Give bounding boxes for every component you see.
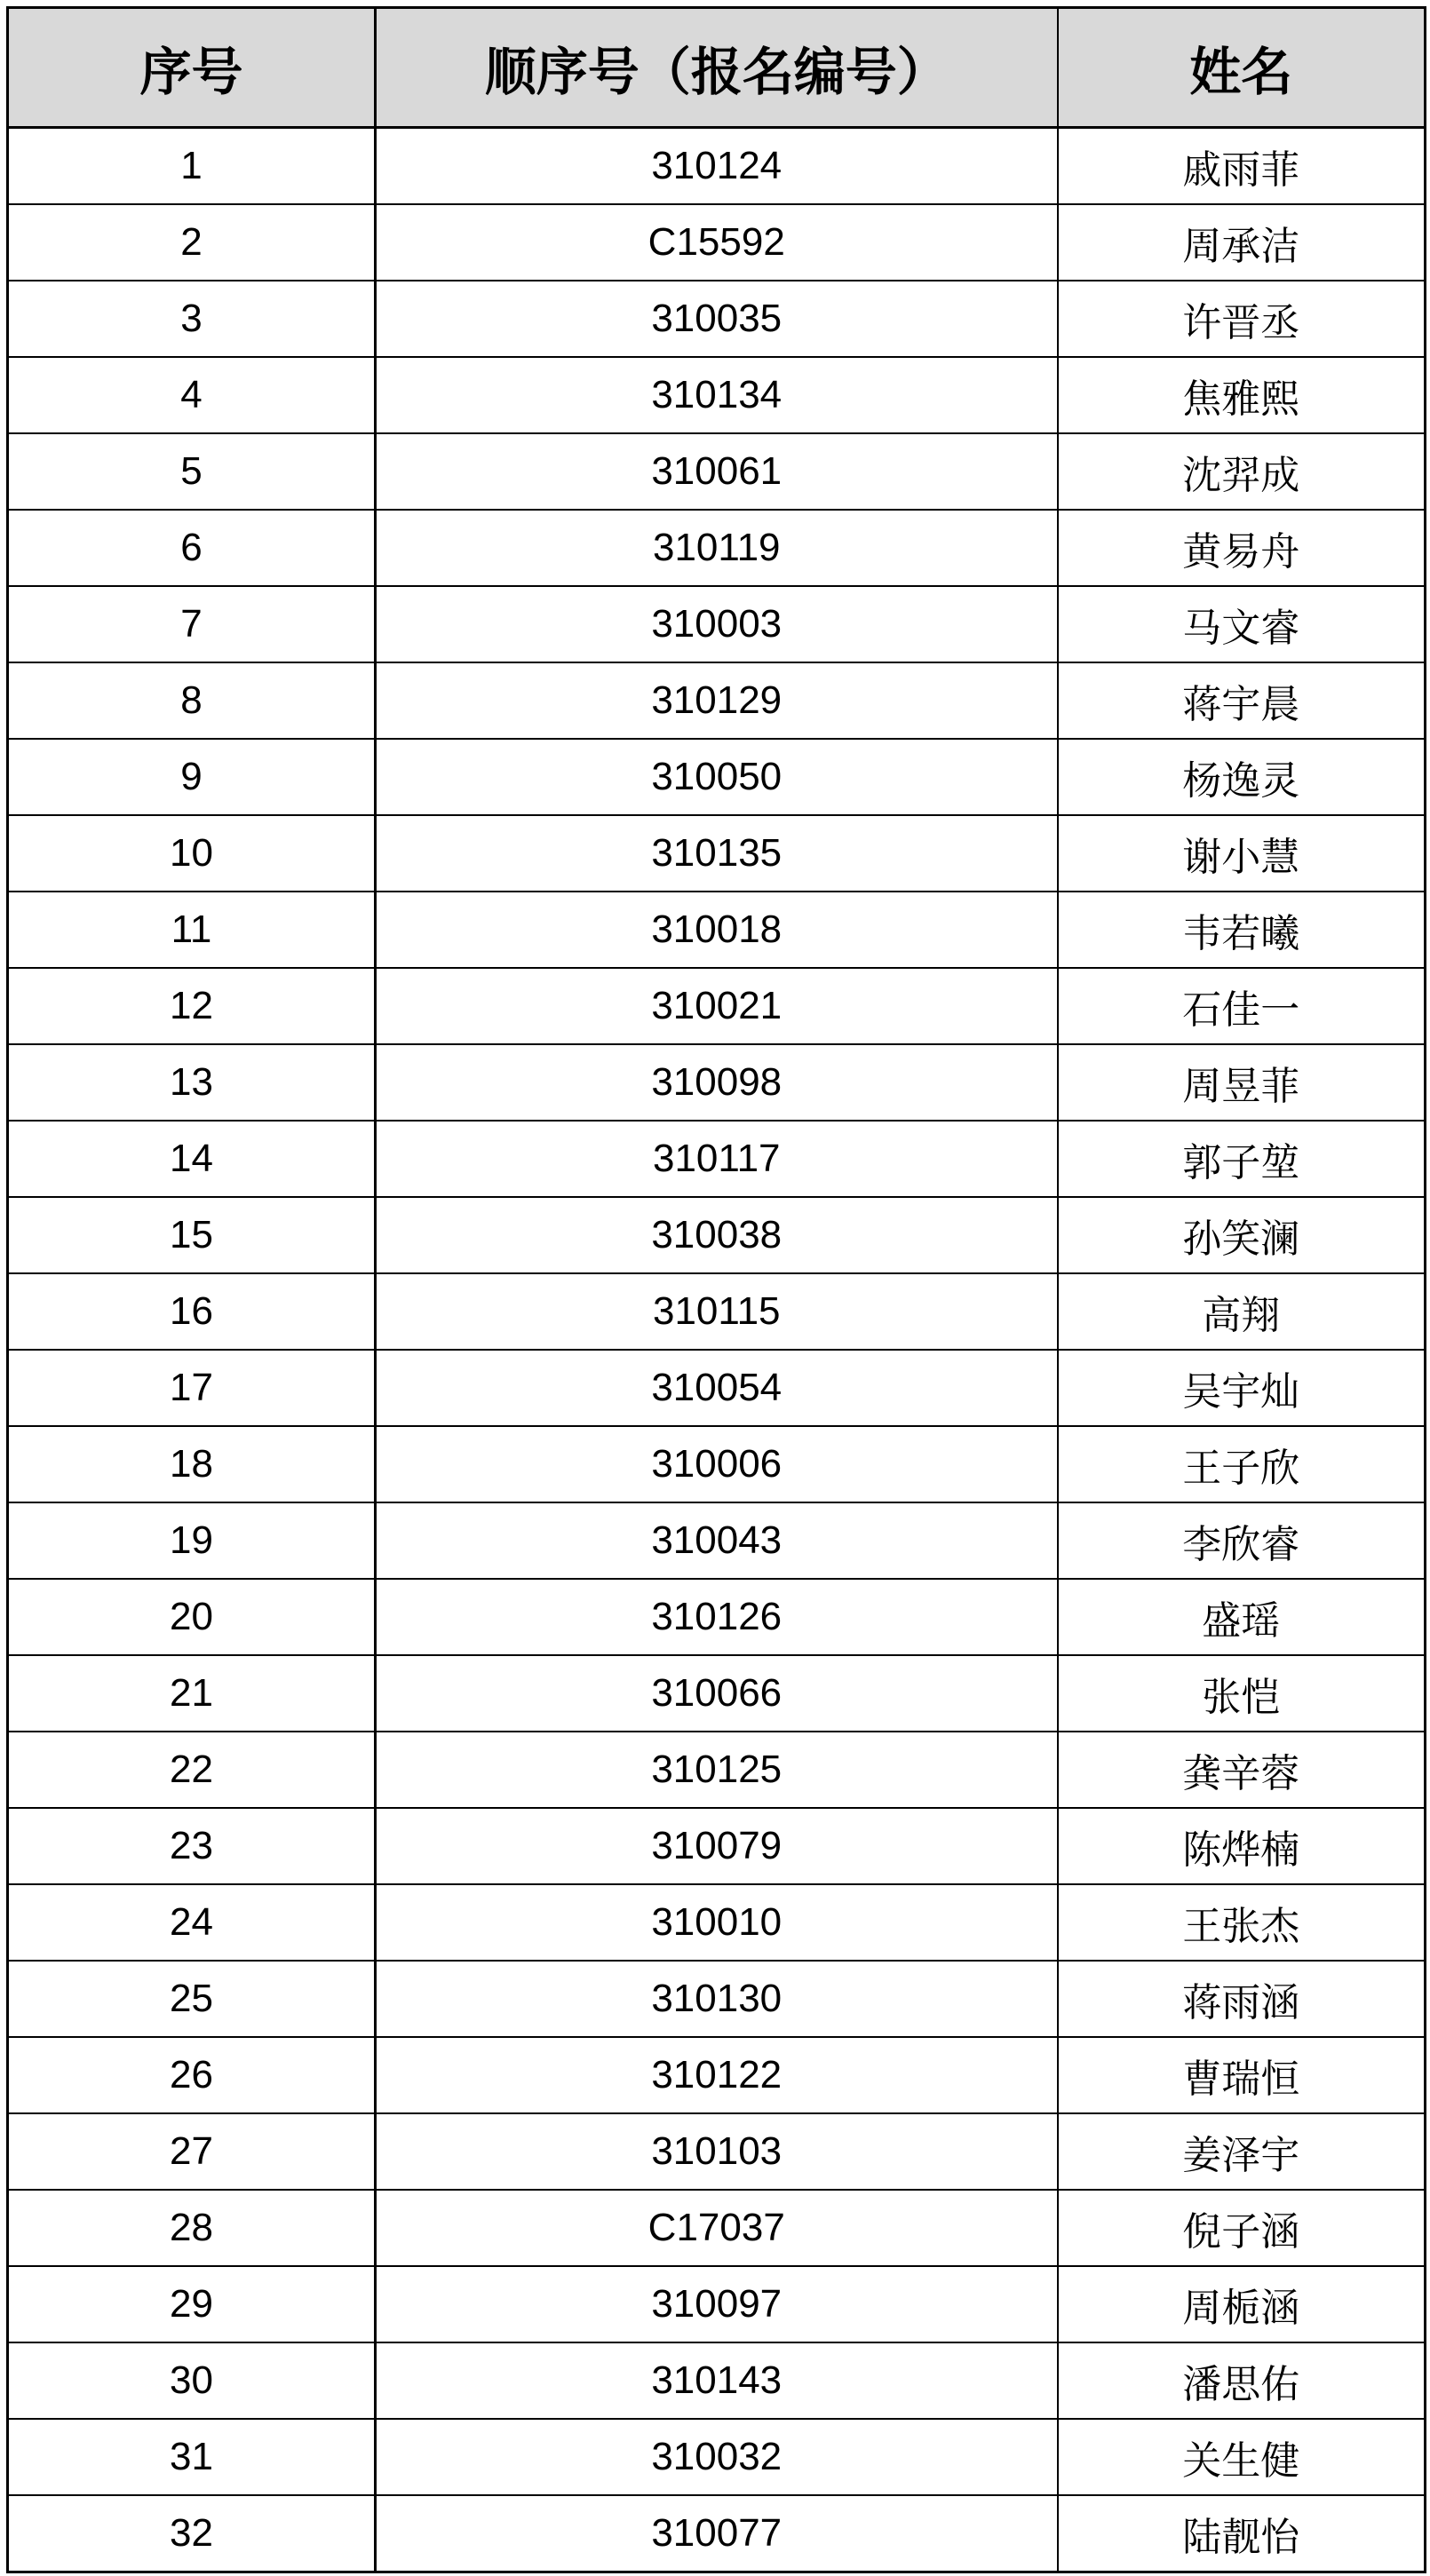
row-name-cell: 郭子堃 — [1058, 1121, 1426, 1197]
row-code-cell: 310130 — [376, 1961, 1058, 2037]
row-name-cell: 张恺 — [1058, 1655, 1426, 1732]
header-registration-code: 顺序号（报名编号） — [376, 8, 1058, 128]
table-row — [8, 815, 1426, 892]
row-name-cell: 马文睿 — [1058, 586, 1426, 662]
row-code-cell: 310115 — [376, 1273, 1058, 1350]
row-name-cell: 周栀涵 — [1058, 2266, 1426, 2342]
row-seq-cell: 29 — [8, 2266, 376, 2342]
table-row — [8, 357, 1426, 433]
row-name-cell: 曹瑞恒 — [1058, 2037, 1426, 2113]
row-name-cell: 王子欣 — [1058, 1426, 1426, 1502]
row-seq-cell: 19 — [8, 1502, 376, 1579]
row-name-cell: 戚雨菲 — [1058, 128, 1426, 205]
row-code-cell: 310097 — [376, 2266, 1058, 2342]
row-seq-cell: 7 — [8, 586, 376, 662]
row-code-cell: 310079 — [376, 1808, 1058, 1884]
table-row — [8, 1655, 1426, 1732]
header-row — [8, 8, 1426, 128]
row-name-cell: 潘思佑 — [1058, 2342, 1426, 2419]
row-name-cell: 石佳一 — [1058, 968, 1426, 1044]
row-seq-cell: 2 — [8, 204, 376, 281]
row-name-cell: 关生健 — [1058, 2419, 1426, 2495]
row-name-cell: 陈烨楠 — [1058, 1808, 1426, 1884]
row-name-cell: 倪子涵 — [1058, 2190, 1426, 2266]
row-code-cell: 310122 — [376, 2037, 1058, 2113]
row-code-cell: 310117 — [376, 1121, 1058, 1197]
table-row — [8, 968, 1426, 1044]
row-code-cell: 310129 — [376, 662, 1058, 739]
row-name-cell: 沈羿成 — [1058, 433, 1426, 510]
table-row — [8, 2419, 1426, 2495]
row-seq-cell: 18 — [8, 1426, 376, 1502]
row-seq-cell: 3 — [8, 281, 376, 357]
row-seq-cell: 6 — [8, 510, 376, 586]
row-seq-cell: 10 — [8, 815, 376, 892]
row-name-cell: 焦雅熙 — [1058, 357, 1426, 433]
table-row — [8, 2037, 1426, 2113]
row-name-cell: 龚辛蓉 — [1058, 1732, 1426, 1808]
row-seq-cell: 11 — [8, 892, 376, 968]
row-code-cell: 310066 — [376, 1655, 1058, 1732]
row-seq-cell: 30 — [8, 2342, 376, 2419]
row-code-cell: 310010 — [376, 1884, 1058, 1961]
row-code-cell: 310077 — [376, 2495, 1058, 2572]
table-row — [8, 433, 1426, 510]
row-code-cell: 310124 — [376, 128, 1058, 205]
table-row — [8, 2190, 1426, 2266]
row-seq-cell: 15 — [8, 1197, 376, 1273]
table-row — [8, 281, 1426, 357]
row-name-cell: 韦若曦 — [1058, 892, 1426, 968]
row-code-cell: 310043 — [376, 1502, 1058, 1579]
table-row — [8, 1121, 1426, 1197]
row-code-cell: 310035 — [376, 281, 1058, 357]
row-name-cell: 盛瑶 — [1058, 1579, 1426, 1655]
row-name-cell: 姜泽宇 — [1058, 2113, 1426, 2190]
row-code-cell: 310032 — [376, 2419, 1058, 2495]
table-row — [8, 2113, 1426, 2190]
table-row — [8, 586, 1426, 662]
table-row — [8, 1732, 1426, 1808]
row-seq-cell: 24 — [8, 1884, 376, 1961]
row-code-cell: 310103 — [376, 2113, 1058, 2190]
row-seq-cell: 16 — [8, 1273, 376, 1350]
row-code-cell: 310143 — [376, 2342, 1058, 2419]
row-name-cell: 陆靓怡 — [1058, 2495, 1426, 2572]
row-seq-cell: 12 — [8, 968, 376, 1044]
row-code-cell: C17037 — [376, 2190, 1058, 2266]
row-name-cell: 高翔 — [1058, 1273, 1426, 1350]
row-code-cell: 310038 — [376, 1197, 1058, 1273]
row-seq-cell: 13 — [8, 1044, 376, 1121]
row-code-cell: 310054 — [376, 1350, 1058, 1426]
table-row — [8, 662, 1426, 739]
table-row — [8, 1426, 1426, 1502]
table-row — [8, 2495, 1426, 2572]
table-row — [8, 1961, 1426, 2037]
row-code-cell: 310003 — [376, 586, 1058, 662]
row-code-cell: 310050 — [376, 739, 1058, 815]
table-row — [8, 2266, 1426, 2342]
header-seq: 序号 — [8, 8, 376, 128]
row-seq-cell: 17 — [8, 1350, 376, 1426]
row-seq-cell: 5 — [8, 433, 376, 510]
row-name-cell: 蒋宇晨 — [1058, 662, 1426, 739]
row-code-cell: 310021 — [376, 968, 1058, 1044]
table-row — [8, 1502, 1426, 1579]
table-row — [8, 1808, 1426, 1884]
row-code-cell: 310135 — [376, 815, 1058, 892]
row-code-cell: 310119 — [376, 510, 1058, 586]
row-seq-cell: 20 — [8, 1579, 376, 1655]
row-seq-cell: 8 — [8, 662, 376, 739]
row-name-cell: 许晋丞 — [1058, 281, 1426, 357]
header-name: 姓名 — [1058, 8, 1426, 128]
row-seq-cell: 32 — [8, 2495, 376, 2572]
row-code-cell: 310126 — [376, 1579, 1058, 1655]
row-name-cell: 黄易舟 — [1058, 510, 1426, 586]
row-name-cell: 吴宇灿 — [1058, 1350, 1426, 1426]
row-seq-cell: 27 — [8, 2113, 376, 2190]
table-row — [8, 510, 1426, 586]
row-seq-cell: 22 — [8, 1732, 376, 1808]
table-row — [8, 892, 1426, 968]
table-row — [8, 1884, 1426, 1961]
row-seq-cell: 1 — [8, 128, 376, 205]
table-row — [8, 1273, 1426, 1350]
row-name-cell: 周昱菲 — [1058, 1044, 1426, 1121]
table-row — [8, 1197, 1426, 1273]
row-seq-cell: 31 — [8, 2419, 376, 2495]
row-code-cell: 310125 — [376, 1732, 1058, 1808]
row-name-cell: 谢小慧 — [1058, 815, 1426, 892]
table-row — [8, 2342, 1426, 2419]
table-body — [8, 128, 1426, 2572]
row-name-cell: 李欣睿 — [1058, 1502, 1426, 1579]
table-row — [8, 1350, 1426, 1426]
row-code-cell: 310018 — [376, 892, 1058, 968]
table-row — [8, 204, 1426, 281]
roster-table — [6, 6, 1426, 2573]
row-seq-cell: 25 — [8, 1961, 376, 2037]
row-name-cell: 杨逸灵 — [1058, 739, 1426, 815]
row-code-cell: 310098 — [376, 1044, 1058, 1121]
row-code-cell: C15592 — [376, 204, 1058, 281]
row-seq-cell: 9 — [8, 739, 376, 815]
row-seq-cell: 4 — [8, 357, 376, 433]
row-seq-cell: 28 — [8, 2190, 376, 2266]
row-name-cell: 蒋雨涵 — [1058, 1961, 1426, 2037]
row-code-cell: 310061 — [376, 433, 1058, 510]
row-seq-cell: 21 — [8, 1655, 376, 1732]
row-name-cell: 王张杰 — [1058, 1884, 1426, 1961]
row-seq-cell: 23 — [8, 1808, 376, 1884]
table-row — [8, 739, 1426, 815]
row-seq-cell: 14 — [8, 1121, 376, 1197]
row-name-cell: 周承洁 — [1058, 204, 1426, 281]
row-code-cell: 310134 — [376, 357, 1058, 433]
row-seq-cell: 26 — [8, 2037, 376, 2113]
table-header — [8, 8, 1426, 128]
table-row — [8, 1579, 1426, 1655]
row-name-cell: 孙笑澜 — [1058, 1197, 1426, 1273]
table-row — [8, 1044, 1426, 1121]
row-code-cell: 310006 — [376, 1426, 1058, 1502]
table-row — [8, 128, 1426, 205]
